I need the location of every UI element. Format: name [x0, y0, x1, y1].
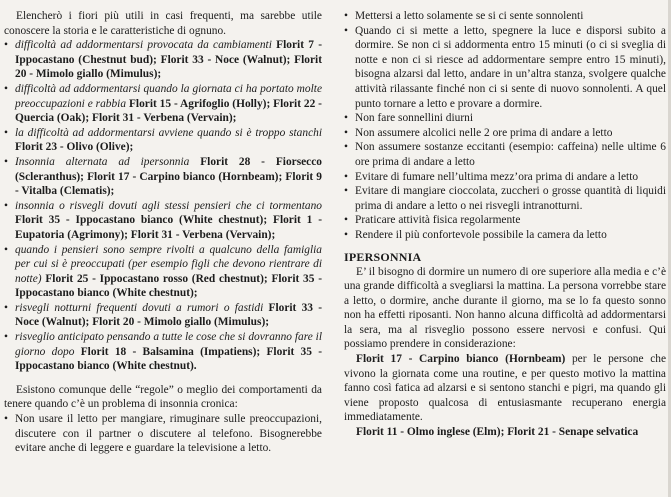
list-item: • Evitare di fumare nell’ultima mezz’ora prima di andare a letto	[344, 170, 666, 185]
list-item: • la difficoltà ad addormentarsi avviene quando si è troppo stanchi Florit 23 - Olivo (Olive);	[4, 126, 322, 155]
remedies-list	[4, 38, 322, 374]
ipersonnia-paragraph: E’ il bisogno di dormire un numero di ore superiore alla media e c’è una grande difficoltà a svegliarsi la mattina. La persona vorrebbe stare a letto, o dormire, anche durante il giorno, ma se lo fa questo sonno non ha effetti riposanti. Non hanno alcuna difficoltà ad addormentarsi la sera, ma al risveglio possono essere nervosi e confusi. Qui possiamo prendere in considerazione:	[344, 265, 666, 351]
list-item: • Quando ci si mette a letto, spegnere la luce e disporsi subito a dormire. Se non ci si addormenta entro 15 minuti (o ci si sveglia di notte e non ci si riesce ad addormentare sempre entro 15 minuti), bisogna alzarsi dal letto, andare in un’altra stanza, svolgere qualche attività rilassante finché non ci si sente di nuovo sonnolenti. A quel punto tornare a letto e provare a dormire.	[344, 24, 666, 112]
list-item: • insonnia o risvegli dovuti agli stessi pensieri che ci tormentano Florit 35 - Ippocastano bianco (White chestnut); Florit 1 - Eupatoria (Agrimony); Florit 31 - Verbena (Vervain);	[4, 199, 322, 243]
list-item: • difficoltà ad addormentarsi provocata da cambiamenti Florit 7 - Ippocastano (Chestnut bud); Florit 33 - Noce (Walnut); Florit 20 - Mimolo giallo (Mimulus);	[4, 38, 322, 82]
spacer	[344, 243, 666, 250]
intro-paragraph: Elencherò i fiori più utili in casi frequenti, ma sarebbe utile conoscere la storia e le caratteristiche di ognuno.	[4, 10, 322, 37]
hornbeam-paragraph: Florit 17 - Carpino bianco (Hornbeam) per le persone che vivono la giornata come una routine, e per questo motivo la mattina fanno così fatica ad alzarsi e si sentono stanchi e pigri, ma quando gli viene proposto qualcosa di entusiasmante recuperano energia immediatamente.	[344, 353, 666, 424]
list-item: • risveglio anticipato pensando a tutte le cose che si dovranno fare il giorno dopo Florit 18 - Balsamina (Impatiens); Florit 35 - Ippocastano bianco (White chestnut).	[4, 330, 322, 374]
list-item: • Non fare sonnellini diurni	[344, 111, 666, 126]
list-item: • Praticare attività fisica regolarmente	[344, 213, 666, 228]
list-item: • Evitare di mangiare cioccolata, zuccheri o grosse quantità di liquidi prima di andare a letto o nei risvegli intranotturni.	[344, 184, 666, 213]
rules-list-left	[4, 412, 322, 456]
list-item: • quando i pensieri sono sempre rivolti a qualcuno della famiglia per cui si è preoccupati (per esempio figli che devono rientrare di notte) Florit 25 - Ippocastano rosso (Red chestnut); Florit 35 - Ippocastano bianco (White chestnut);	[4, 243, 322, 301]
left-column	[4, 9, 322, 456]
list-item: • Non assumere alcolici nelle 2 ore prima di andare a letto	[344, 126, 666, 141]
elm-paragraph: Florit 11 - Olmo inglese (Elm); Florit 21 - Senape selvatica	[356, 426, 639, 439]
list-item: • Insonnia alternata ad ipersonnia Florit 28 - Fiorsecco (Scleranthus); Florit 17 - Carpino bianco (Hornbeam); Florit 9 - Vitalba (Clematis);	[4, 155, 322, 199]
spacer	[4, 374, 322, 383]
list-item: • Non usare il letto per mangiare, rimuginare sulle preoccupazioni, discutere con il partner o discutere al telefono. Bisognerebbe evitare anche di leggere e guardare la televisione a letto.	[4, 412, 322, 456]
right-column	[344, 9, 666, 440]
list-item: • Rendere il più confortevole possibile la camera da letto	[344, 228, 666, 243]
list-item: • risvegli notturni frequenti dovuti a rumori o fastidi Florit 33 - Noce (Walnut); Florit 20 - Mimolo giallo (Mimulus);	[4, 301, 322, 330]
rules-intro-paragraph: Esistono comunque delle “regole” o meglio dei comportamenti da tenere quando c’è un problema di insonnia cronica:	[4, 383, 322, 411]
section-heading-ipersonnia: IPERSONNIA	[344, 249, 422, 264]
list-item: • Mettersi a letto solamente se si ci sente sonnolenti	[344, 9, 666, 24]
list-item: • difficoltà ad addormentarsi quando la giornata ci ha portato molte preoccupazioni e rabbia Florit 15 - Agrifoglio (Holly); Florit 22 - Quercia (Oak); Florit 31 - Verbena (Vervain);	[4, 82, 322, 126]
rules-list-right	[344, 9, 666, 243]
list-item: • Non assumere sostanze eccitanti (esempio: caffeina) nelle ultime 6 ore prima di andare a letto	[344, 140, 666, 169]
